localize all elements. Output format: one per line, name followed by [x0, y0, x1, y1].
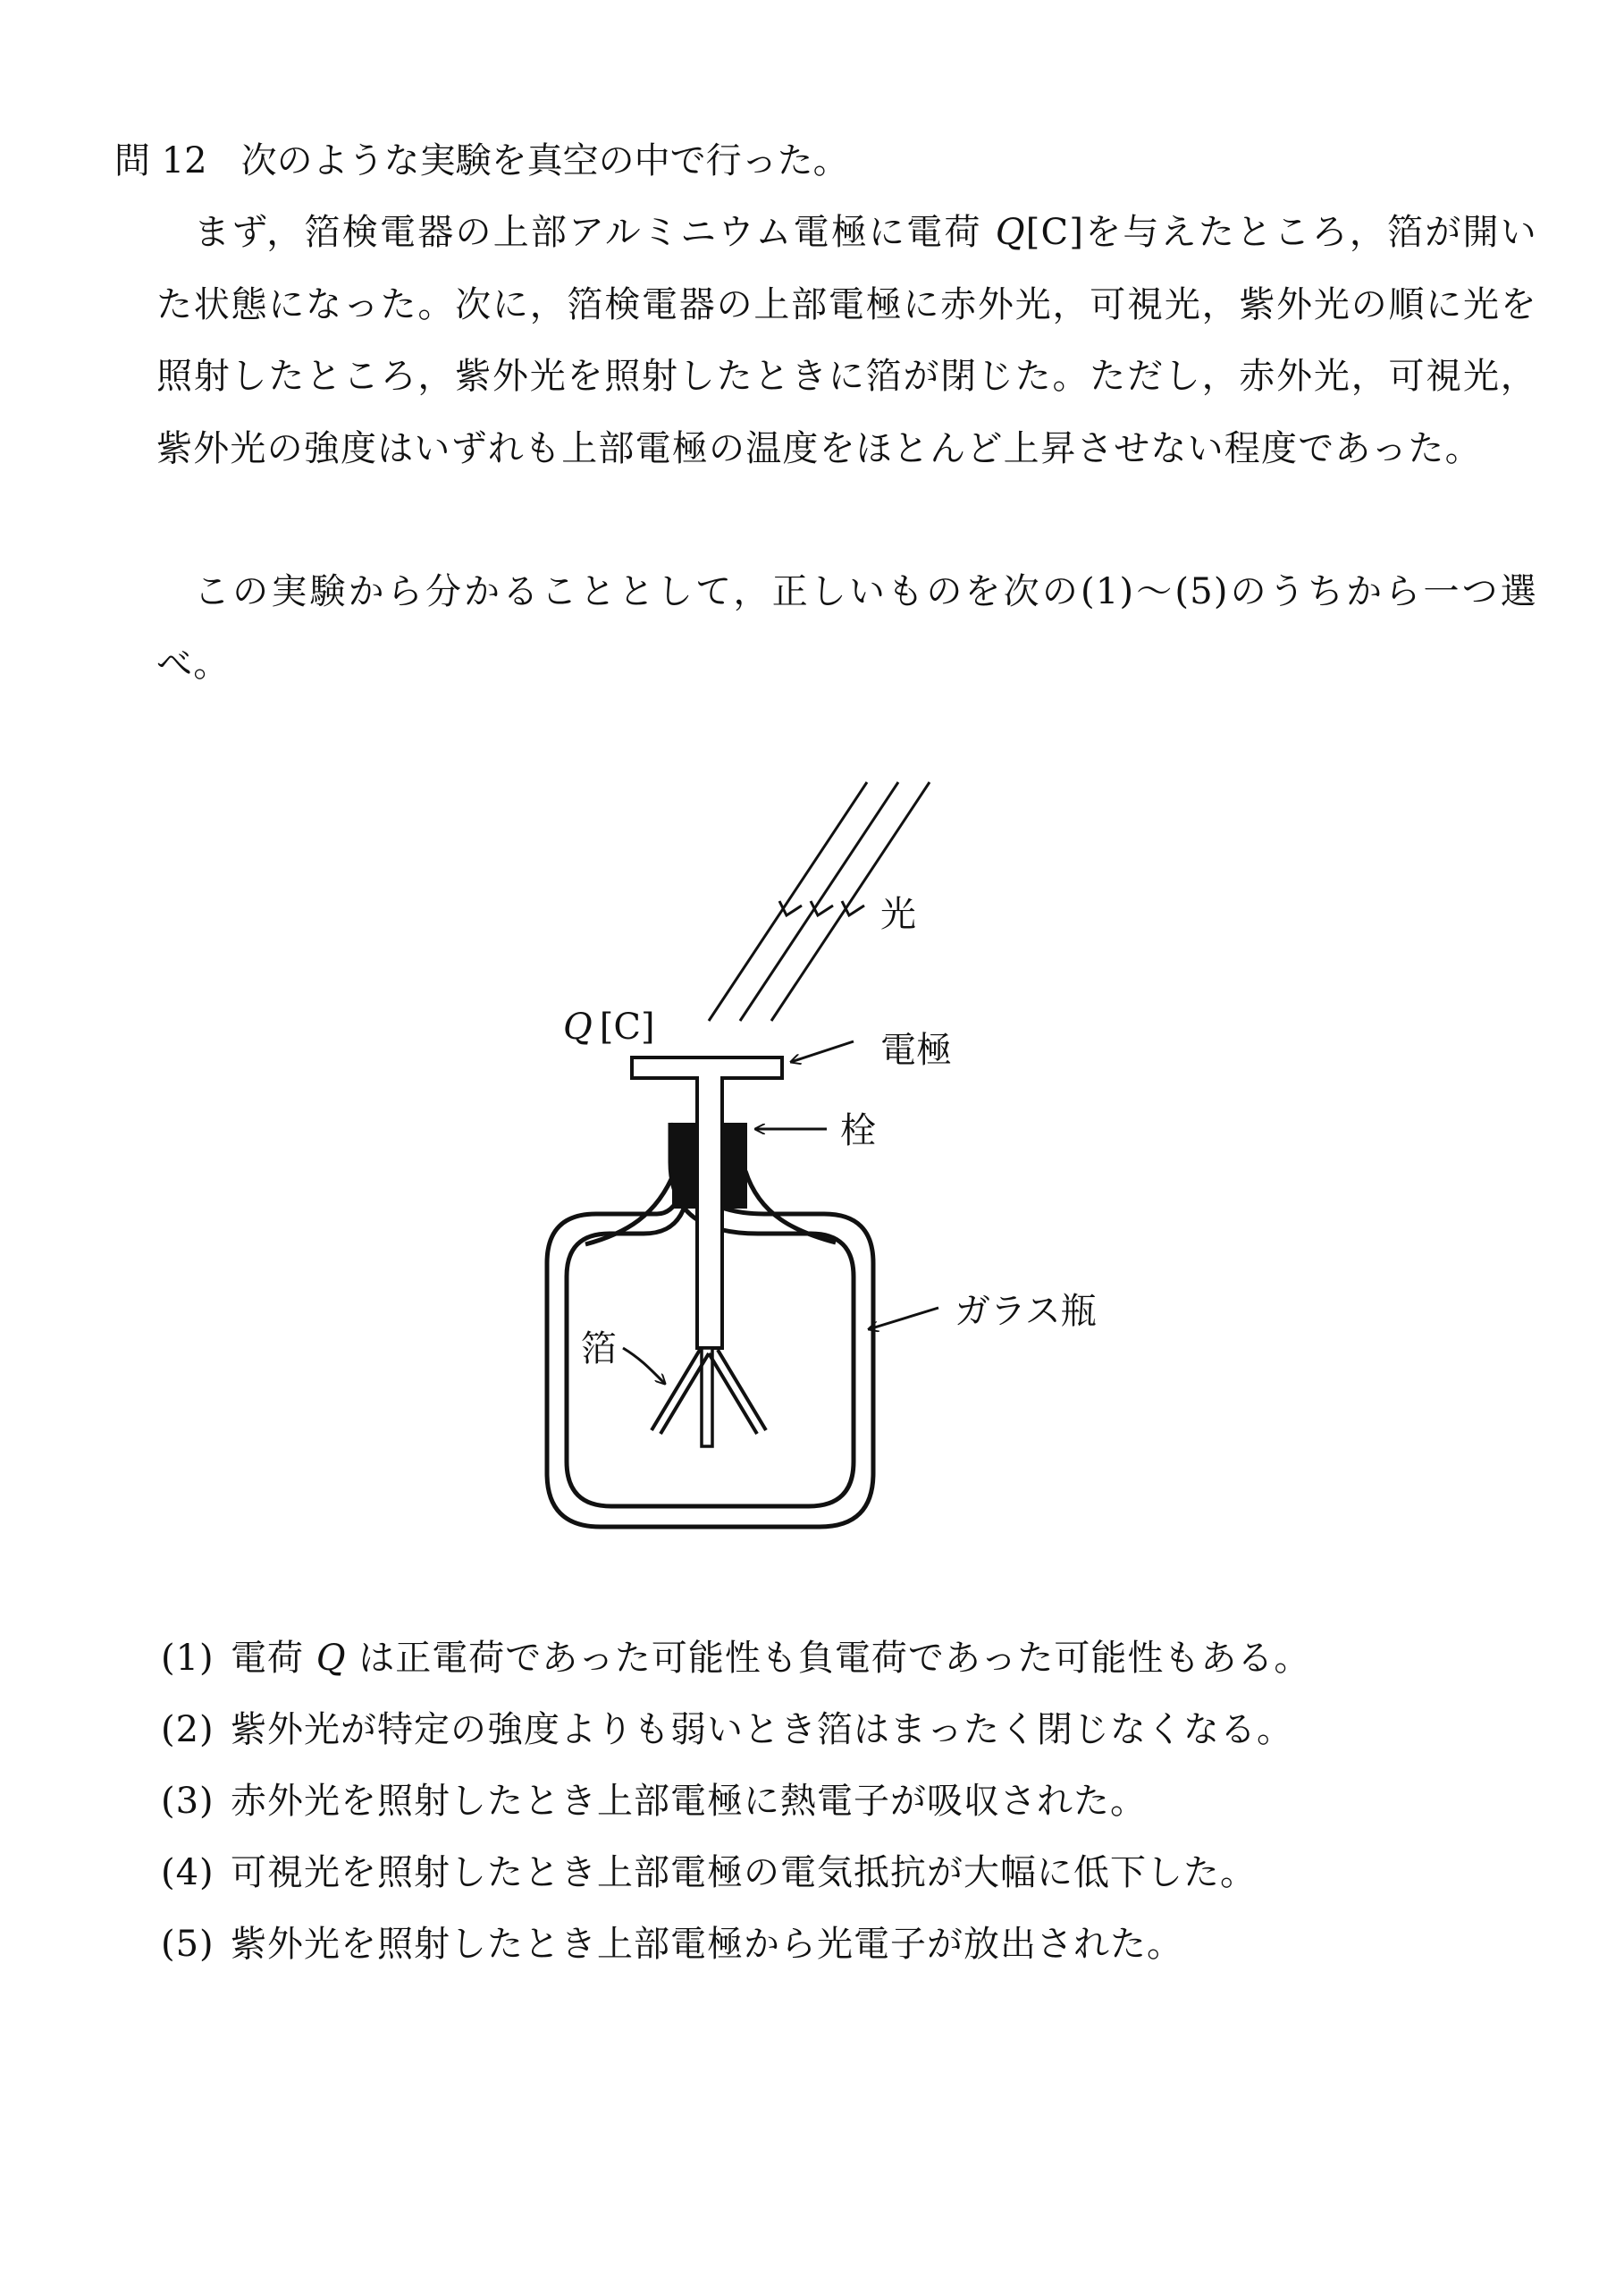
- question-title: 次のような実験を真空の中で行った。: [240, 140, 849, 181]
- question-number: 問 12: [114, 140, 207, 181]
- option-text: 紫外光を照射したとき上部電極から光電子が放出された。: [231, 1924, 1183, 1965]
- option-number: (4): [161, 1852, 215, 1893]
- charge-variable: Q: [995, 212, 1026, 253]
- option-number: (1): [161, 1638, 215, 1679]
- electrode-arrow: [791, 1041, 854, 1062]
- foil-label: 箔: [581, 1328, 617, 1369]
- p1-text-after: [C]を与えたところ，箔が開いた状態になった。次に，箔検電器の上部電極に赤外光，可視光，紫外光の順に光を照射したところ，紫外光を照射したときに箔が閉じた。ただし，赤外光，可視光，紫外光の強度はいずれも上部電極の温度をほとんど上昇させない程度であった。: [156, 212, 1537, 469]
- bottle-label: ガラス瓶: [955, 1291, 1097, 1332]
- electrode-plate: [632, 1057, 782, 1078]
- option-text: は正電荷であった可能性も負電荷であった可能性もある。: [346, 1638, 1311, 1679]
- option-number: (3): [161, 1781, 215, 1822]
- charge-label-unit: [C]: [599, 1007, 655, 1048]
- stopper-left: [672, 1123, 697, 1209]
- light-label: 光: [880, 894, 916, 935]
- option-variable: Q: [316, 1638, 347, 1679]
- foil-arrow: [623, 1348, 665, 1384]
- light-ray-2: [740, 782, 898, 1021]
- answer-options: [161, 1622, 1537, 1980]
- electrode-label: 電極: [880, 1030, 952, 1071]
- stopper-right: [722, 1123, 747, 1209]
- p1-text-before: まず，箔検電器の上部アルミニウム電極に電荷: [194, 212, 996, 253]
- option-4[interactable]: [161, 1837, 1537, 1908]
- option-number: (5): [161, 1924, 215, 1965]
- option-number: (2): [161, 1709, 215, 1750]
- option-1[interactable]: [161, 1622, 1537, 1694]
- stopper-label: 栓: [840, 1110, 876, 1151]
- electrode-rod: [697, 1078, 722, 1348]
- option-3[interactable]: [161, 1765, 1537, 1837]
- option-text: 紫外光が特定の強度よりも弱いとき箔はまったく閉じなくなる。: [231, 1709, 1293, 1750]
- option-text-before: 電荷: [231, 1638, 316, 1679]
- light-ray-arrowheads: [779, 901, 864, 915]
- charge-label-var: Q: [563, 1007, 593, 1048]
- option-5[interactable]: [161, 1908, 1537, 1980]
- option-2[interactable]: [161, 1694, 1537, 1765]
- option-text: 可視光を照射したとき上部電極の電気抵抗が大幅に低下した。: [231, 1852, 1257, 1893]
- problem-paragraph-2: この実験から分かることとして，正しいものを次の(1)～(5)のうちから一つ選べ。: [156, 571, 1537, 685]
- option-text: 赤外光を照射したとき上部電極に熱電子が吸収された。: [231, 1781, 1147, 1822]
- bottle-arrow: [869, 1308, 938, 1329]
- charge-label: [563, 1007, 655, 1048]
